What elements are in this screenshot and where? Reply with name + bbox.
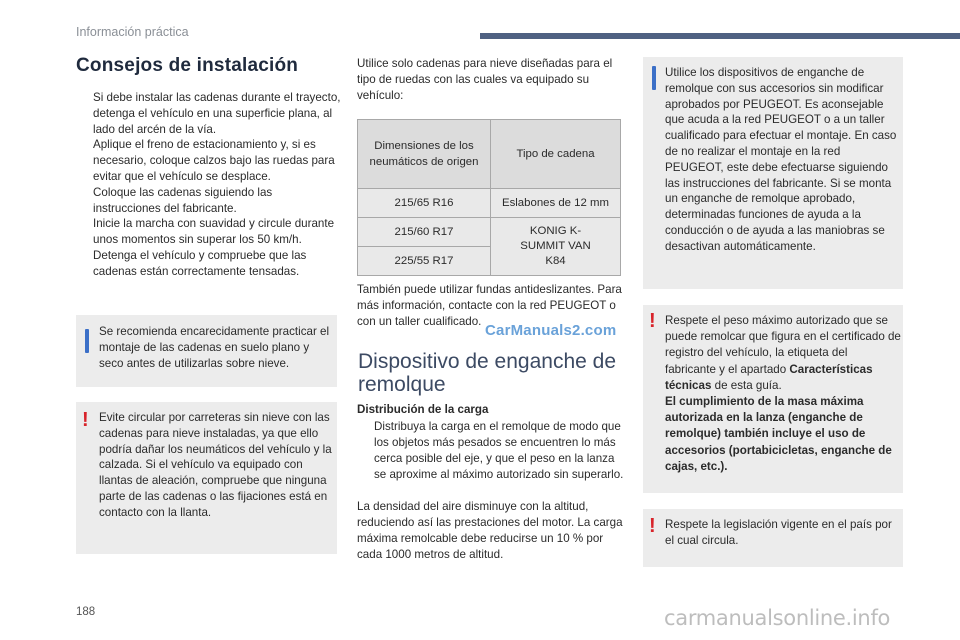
section-title-towbar: Dispositivo de enganche de remolque [358,350,617,396]
warning-note-box [76,402,337,554]
list-item: Si debe instalar las cadenas durante el trayecto, detenga el vehículo en una superficie plana, al lado del arcén de la vía. [93,91,341,136]
towbar-info-text: Utilice los dispositivos de enganche de remolque con sus accesorios sin modificar aprobados por PEUGEOT. Es aconsejable que acuda a la red PEUGEOT o a un taller cualificado para efectuar el montaje. En caso de no realizar el montaje en la red PEUGEOT, este debe efectuarse siguiendo las instrucciones del fabricante. Si se monta un enganche de remolque aprobado, determinadas funciones de ayuda a la conducción o de ayuda a las maniobras se desactivan automáticamente. [665,66,897,253]
table-cell: 225/55 R17 [358,247,491,276]
legislation-warning-text: Respete la legislación vigente en el país por el cual circula. [665,518,892,547]
list-item: Inicie la marcha con suavidad y circule durante unos momentos sin superar los 50 km/h. [93,217,335,247]
chain-intro-text: Utilice solo cadenas para nieve diseñadas para el tipo de ruedas con las cuales va equipado su vehículo: [357,57,613,102]
chain-size-table [357,119,621,276]
table-row [358,218,621,247]
list-item: Detenga el vehículo y compruebe que las cadenas están correctamente tensadas. [93,248,307,278]
towbar-info-box [643,57,903,289]
info-note-text: Se recomienda encarecidamente practicar el montaje de las cadenas en suelo plano y seco antes de utilizarlas sobre nieve. [99,325,330,370]
warning-note-text: Evite circular por carreteras sin nieve con las cadenas para nieve instaladas, ya que ello podría dañar los neumáticos del vehículo y la calzada. Si el vehículo va equipado con llantas de aleación, compruebe que ninguna parte de las cadenas o las fijaciones está en contacto con la llanta. [99,411,332,519]
warning-exclamation-icon: ! [649,515,656,537]
table-cell: 215/60 R17 [358,218,491,247]
table-cell: KONIG K-SUMMIT VAN K84 [491,218,621,276]
warning-exclamation-icon: ! [649,310,656,332]
info-note-box [76,315,337,387]
towbar-weight-warning-box [643,305,903,493]
section-title-installation: Consejos de instalación [76,55,299,76]
column-header-chain-type: Tipo de cadena [491,120,621,189]
list-item: Coloque las cadenas siguiendo las instrucciones del fabricante. [93,185,273,215]
load-distribution-heading: Distribución de la carga [357,403,489,416]
info-stripe-icon [652,66,656,90]
info-stripe-icon [85,329,89,353]
antiskid-text: También puede utilizar fundas antideslizantes. Para más información, contacte con la red PEUGEOT o con un taller cualificado. [357,283,622,328]
altitude-text: La densidad del aire disminuye con la altitud, reduciendo así las prestaciones del motor. La carga máxima remolcable debe reducirse un 10 % por cada 1000 metros de altitud. [357,500,623,561]
watermark-carmanualsonline: carmanualsonline.info [664,606,891,630]
page-number: 188 [76,606,96,618]
legislation-warning-box [643,509,903,567]
list-item: Aplique el freno de estacionamiento y, si es necesario, coloque calzos bajo las ruedas para evitar que el vehículo se desplace. [93,138,335,183]
header-accent-bar [480,33,960,39]
table-header-row [358,120,621,189]
load-distribution-item: Distribuya la carga en el remolque de modo que los objetos más pesados se encuentren lo más cerca posible del eje, y que el peso en la lanza se aproxime al máximo autorizado sin superarlo. [374,420,624,481]
watermark-carmanuals2: CarManuals2.com [485,322,617,339]
installation-steps-list [76,90,341,280]
header-section-title: Información práctica [76,25,189,39]
column-header-tire-size: Dimensiones de los neumáticos de origen [358,120,491,189]
warning-exclamation-icon: ! [82,409,89,431]
towbar-weight-warning-text: Respete el peso máximo autorizado que se puede remolcar que figura en el certificado de registro del vehículo, la etiqueta del fabricante y el apartado Características técnicas de esta guía. El cumplimiento de la masa máxima autorizada en la lanza (enganche de remolque) también incluye el uso de accesorios (portabicicletas, enganche de cajas, etc.). [665,314,901,473]
table-cell: Eslabones de 12 mm [491,189,621,218]
table-cell: 215/65 R16 [358,189,491,218]
table-row [358,189,621,218]
